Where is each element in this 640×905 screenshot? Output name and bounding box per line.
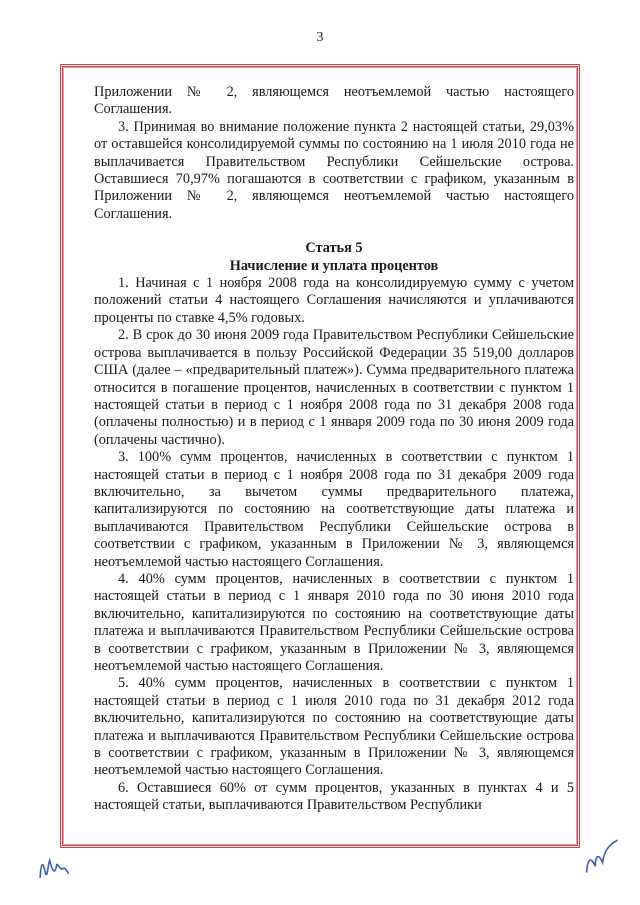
article-title: Начисление и уплата процентов [229, 257, 439, 274]
paragraph-5-4: 4. 40% сумм процентов, начисленных в соответствии с пунктом 1 настоящей статьи в период с 1 января 2010 года по 30 июня 2010 года включительно, капитализируются по состоянию на соответствующие даты платежа и выплачиваются Правительством Республики Сейшельские острова в соответствии с графиком, указанным в Приложении № 3, являющемся неотъемлемой частью настоящего Соглашения. [94, 570, 574, 674]
spacer [94, 223, 574, 240]
article-number: Статья 5 [305, 240, 363, 257]
paragraph-continued: Приложении № 2, являющемся неотъемлемой частью настоящего Соглашения. [94, 84, 574, 118]
document-body [94, 84, 574, 815]
initials-signature-left [34, 850, 73, 889]
paragraph-5-3: 3. 100% сумм процентов, начисленных в соответствии с пунктом 1 настоящей статьи в период с 1 ноября 2008 года по 31 декабря 2009 года включительно, за вычетом суммы предварительного платежа, капитализируются по состоянию на соответствующие даты платежа и выплачиваются Правительством Республики Сейшельские острова в соответствии с графиком, указанным в Приложении № 3, являющемся неотъемлемой частью настоящего Соглашения. [94, 449, 574, 570]
paragraph-5-1: 1. Начиная с 1 ноября 2008 года на консолидируемую сумму с учетом положений статьи 4 настоящего Соглашения начисляются и уплачиваются проценты по ставке 4,5% годовых. [94, 275, 574, 326]
paragraph-5-2: 2. В срок до 30 июня 2009 года Правительством Республики Сейшельские острова выплачивается в пользу Российской Федерации 35 519,00 долларов США (далее – «предварительный платеж»). Сумма предварительного платежа относится в погашение процентов, начисленных в соответствии с пунктом 1 настоящей статьи в период с 1 ноября 2008 года по 31 декабря 2008 года (оплачены полностью) и в период с 1 января 2009 года по 30 июня 2009 года (оплачены частично). [94, 327, 574, 448]
paragraph-5-5: 5. 40% сумм процентов, начисленных в соответствии с пунктом 1 настоящей статьи в период с 1 июля 2010 года по 31 декабря 2012 года включительно, капитализируются по состоянию на соответствующие даты платежа и выплачиваются Правительством Республики Сейшельские острова в соответствии с графиком, указанным в Приложении № 3, являющемся неотъемлемой частью настоящего Соглашения. [94, 675, 574, 779]
page-number: 3 [316, 30, 324, 45]
paragraph-4-3: 3. Принимая во внимание положение пункта 2 настоящей статьи, 29,03% от оставшейся консолидируемой суммы по состоянию на 1 июля 2010 года не выплачивается Правительством Республики Сейшельские острова. Оставшиеся 70,97% погашаются в соответствии с графиком, указанным в Приложении № 2, являющемся неотъемлемой частью настоящего Соглашения. [94, 118, 574, 222]
paragraph-5-6: 6. Оставшиеся 60% от сумм процентов, указанных в пунктах 4 и 5 настоящей статьи, выплачиваются Правительством Республики [94, 779, 574, 814]
initials-signature-right [578, 837, 629, 883]
